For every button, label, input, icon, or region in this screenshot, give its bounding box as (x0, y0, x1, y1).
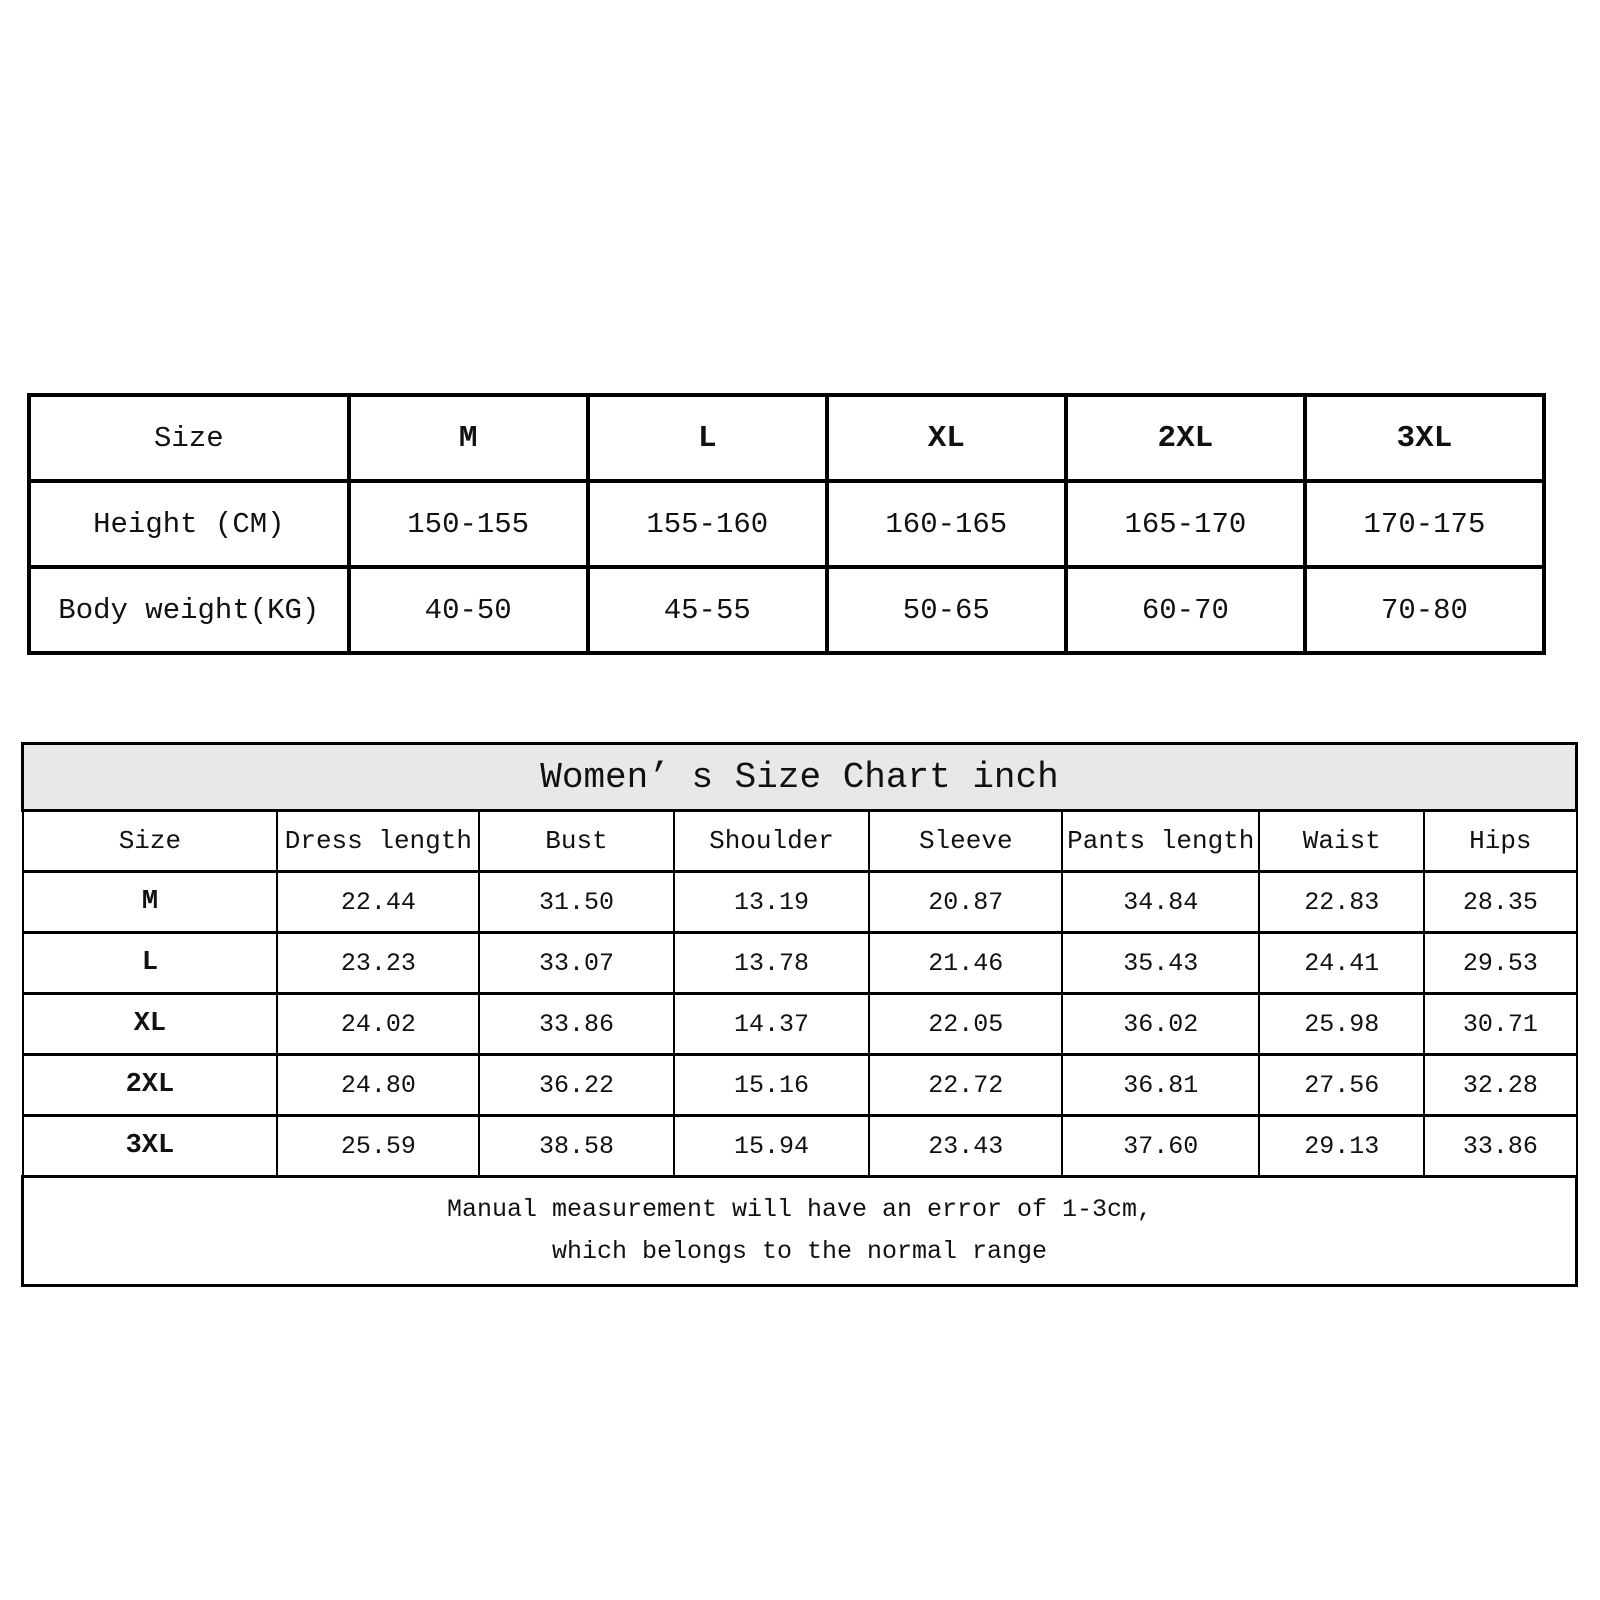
t1-size-header-3xl: 3XL (1305, 395, 1544, 481)
t2-cell: 22.05 (869, 994, 1062, 1055)
t2-cell: 38.58 (479, 1116, 673, 1177)
t2-cell: 24.02 (277, 994, 479, 1055)
t2-cell: 23.23 (277, 933, 479, 994)
t2-chart-title: Women’ s Size Chart inch (23, 744, 1577, 811)
t2-size-label: L (23, 933, 278, 994)
t1-row-label-height: Height (CM) (29, 481, 349, 567)
t2-size-label: 2XL (23, 1055, 278, 1116)
t2-cell: 36.81 (1062, 1055, 1259, 1116)
t1-size-header-l: L (588, 395, 827, 481)
t2-cell: 24.80 (277, 1055, 479, 1116)
t2-cell: 24.41 (1259, 933, 1424, 994)
size-height-weight-table (27, 393, 1546, 655)
t1-size-header-xl: XL (827, 395, 1066, 481)
t1-header-row (29, 395, 1544, 481)
t2-size-label: XL (23, 994, 278, 1055)
t1-cell: 70-80 (1305, 567, 1544, 653)
t2-col-header-shoulder: Shoulder (674, 811, 870, 872)
t2-cell: 30.71 (1424, 994, 1576, 1055)
t2-row-m (23, 872, 1577, 933)
t2-cell: 32.28 (1424, 1055, 1576, 1116)
t2-col-header-sleeve: Sleeve (869, 811, 1062, 872)
t1-cell: 160-165 (827, 481, 1066, 567)
t2-cell: 29.13 (1259, 1116, 1424, 1177)
t1-size-header-2xl: 2XL (1066, 395, 1305, 481)
t2-cell: 35.43 (1062, 933, 1259, 994)
t2-cell: 14.37 (674, 994, 870, 1055)
t2-row-xl (23, 994, 1577, 1055)
t2-row-2xl (23, 1055, 1577, 1116)
t2-cell: 22.44 (277, 872, 479, 933)
t2-note-row (23, 1177, 1577, 1286)
t2-cell: 15.16 (674, 1055, 870, 1116)
t2-cell: 33.86 (479, 994, 673, 1055)
t2-cell: 23.43 (869, 1116, 1062, 1177)
t2-cell: 20.87 (869, 872, 1062, 933)
t2-cell: 31.50 (479, 872, 673, 933)
t1-weight-row (29, 567, 1544, 653)
t2-cell: 29.53 (1424, 933, 1576, 994)
measurement-note-line1: Manual measurement will have an error of 1-3cm, (446, 1194, 1153, 1224)
t1-height-row (29, 481, 1544, 567)
t1-cell: 45-55 (588, 567, 827, 653)
t2-col-header-pants-length: Pants length (1062, 811, 1259, 872)
t1-cell: 155-160 (588, 481, 827, 567)
t2-cell: 22.83 (1259, 872, 1424, 933)
t2-title-row (23, 744, 1577, 811)
t2-col-header-bust: Bust (479, 811, 673, 872)
t2-cell: 27.56 (1259, 1055, 1424, 1116)
t2-header-row (23, 811, 1577, 872)
t1-size-header-m: M (349, 395, 588, 481)
t1-cell: 40-50 (349, 567, 588, 653)
t2-cell: 28.35 (1424, 872, 1576, 933)
t2-cell: 25.59 (277, 1116, 479, 1177)
t2-col-header-hips: Hips (1424, 811, 1576, 872)
t2-col-header-waist: Waist (1259, 811, 1424, 872)
t2-cell: 22.72 (869, 1055, 1062, 1116)
t2-cell: 21.46 (869, 933, 1062, 994)
t2-row-3xl (23, 1116, 1577, 1177)
t2-cell: 13.19 (674, 872, 870, 933)
t2-cell: 34.84 (1062, 872, 1259, 933)
t2-col-header-size: Size (23, 811, 278, 872)
womens-size-chart-inch-table (21, 742, 1578, 1287)
t2-size-label: M (23, 872, 278, 933)
t2-cell: 25.98 (1259, 994, 1424, 1055)
t2-cell: 36.22 (479, 1055, 673, 1116)
t2-cell: 15.94 (674, 1116, 870, 1177)
t1-cell: 50-65 (827, 567, 1066, 653)
t1-cell: 60-70 (1066, 567, 1305, 653)
t2-cell: 37.60 (1062, 1116, 1259, 1177)
t2-col-header-dress-length: Dress length (277, 811, 479, 872)
t2-size-label: 3XL (23, 1116, 278, 1177)
t1-corner-label: Size (29, 395, 349, 481)
measurement-note (23, 1177, 1577, 1286)
t1-cell: 150-155 (349, 481, 588, 567)
t2-cell: 36.02 (1062, 994, 1259, 1055)
t2-cell: 33.07 (479, 933, 673, 994)
t1-cell: 170-175 (1305, 481, 1544, 567)
t1-cell: 165-170 (1066, 481, 1305, 567)
t2-cell: 33.86 (1424, 1116, 1576, 1177)
t1-row-label-weight: Body weight(KG) (29, 567, 349, 653)
t2-row-l (23, 933, 1577, 994)
measurement-note-line2: which belongs to the normal range (551, 1237, 1048, 1266)
t2-cell: 13.78 (674, 933, 870, 994)
